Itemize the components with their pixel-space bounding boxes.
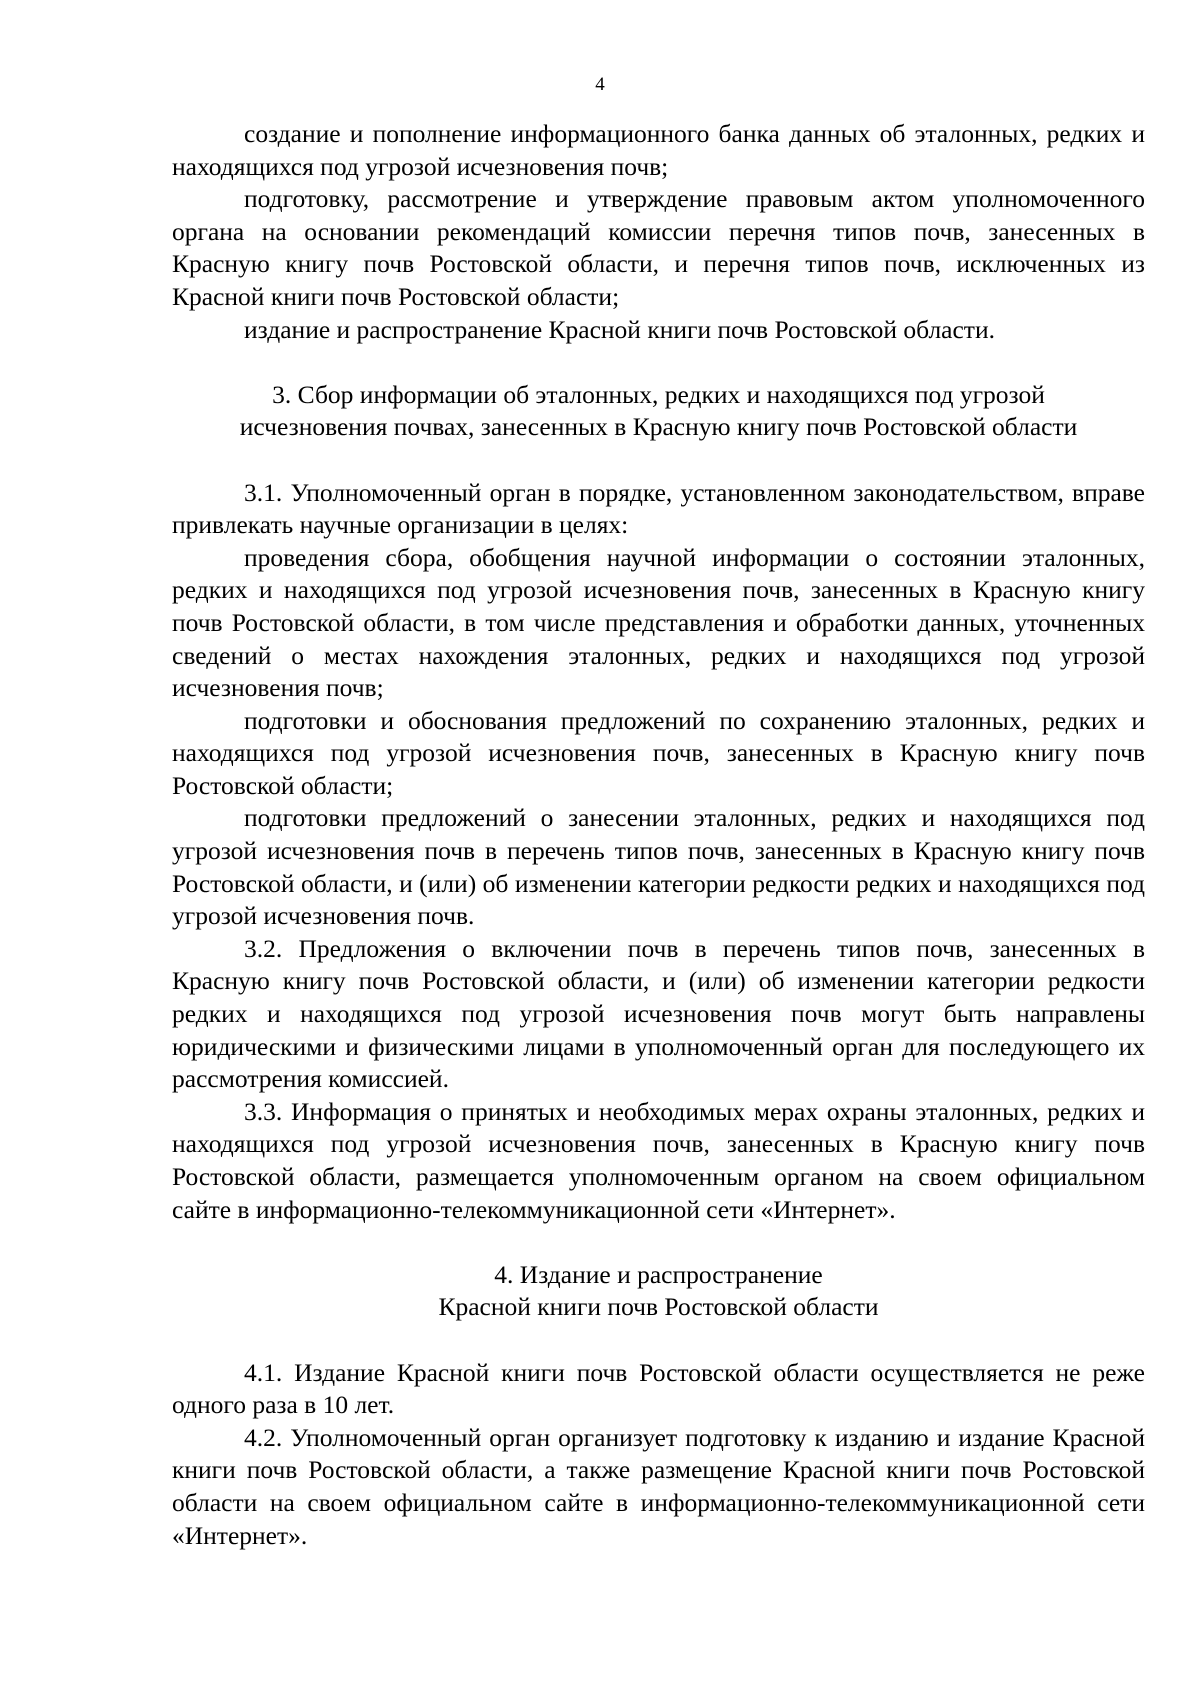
paragraph: издание и распространение Красной книги почв Ростовской области. xyxy=(244,314,995,344)
paragraph: 3.1. Уполномоченный орган в порядке, установленном законодательством, вправе привлекать научные организации в целях: xyxy=(172,477,1145,540)
paragraph: 3.3. Информация о принятых и необходимых мерах охраны эталонных, редких и находящихся под угрозой исчезновения почв, занесенных в Красную книгу почв Ростовской области, размещается уполномоченным органом на своем официальном сайте в информационно-телекоммуникационной сети «Интернет». xyxy=(172,1096,1145,1224)
paragraph: подготовки и обоснования предложений по сохранению эталонных, редких и находящихся под угрозой исчезновения почв, занесенных в Красную книгу почв Ростовской области; xyxy=(172,705,1145,800)
section-4-heading-line-1: 4. Издание и распространение xyxy=(494,1259,823,1289)
section-3-heading-line-2: исчезновения почвах, занесенных в Красную книгу почв Ростовской области xyxy=(239,412,1078,442)
paragraph: 4.1. Издание Красной книги почв Ростовской области осуществляется не реже одного раза в 10 лет. xyxy=(172,1357,1145,1420)
paragraph: подготовки предложений о занесении эталонных, редких и находящихся под угрозой исчезновения почв в перечень типов почв, занесенных в Красную книгу почв Ростовской области, и (или) об изменении категории редкости редких и находящихся под угрозой исчезновения почв. xyxy=(172,803,1145,931)
page-number: 4 xyxy=(595,74,605,95)
paragraph: подготовку, рассмотрение и утверждение правовым актом уполномоченного органа на основании рекомендаций комиссии перечня типов почв, занесенных в Красную книгу почв Ростовской области, и перечня типов почв, исключенных из Красной книги почв Ростовской области; xyxy=(172,184,1145,311)
paragraph: 3.2. Предложения о включении почв в перечень типов почв, занесенных в Красную книгу почв Ростовской области, и (или) об изменении категории редкости редких и находящихся под угрозой исчезновения почв могут быть направлены юридическими и физическими лицами в уполномоченный орган для последующего их рассмотрения комиссией. xyxy=(172,933,1145,1094)
section-4-heading-line-2: Красной книги почв Ростовской области xyxy=(438,1292,879,1322)
section-3-heading-line-1: 3. Сбор информации об эталонных, редких и находящихся под угрозой xyxy=(272,379,1045,409)
paragraph: 4.2. Уполномоченный орган организует подготовку к изданию и издание Красной книги почв Ростовской области, а также размещение Красной книги почв Ростовской области на своем официальном сайте в информационно-телекоммуникационной сети «Интернет». xyxy=(172,1422,1145,1550)
paragraph: создание и пополнение информационного банка данных об эталонных, редких и находящихся под угрозой исчезновения почв; xyxy=(172,119,1145,181)
section-3-heading xyxy=(172,379,1145,444)
document-body xyxy=(172,118,1145,1552)
section-4-heading xyxy=(172,1259,1145,1324)
paragraph: проведения сбора, обобщения научной информации о состоянии эталонных, редких и находящихся под угрозой исчезновения почв, занесенных в Красную книгу почв Ростовской области, в том числе представления и обработки данных, уточненных сведений о местах нахождения эталонных, редких и находящихся под угрозой исчезновения почв; xyxy=(172,542,1145,703)
